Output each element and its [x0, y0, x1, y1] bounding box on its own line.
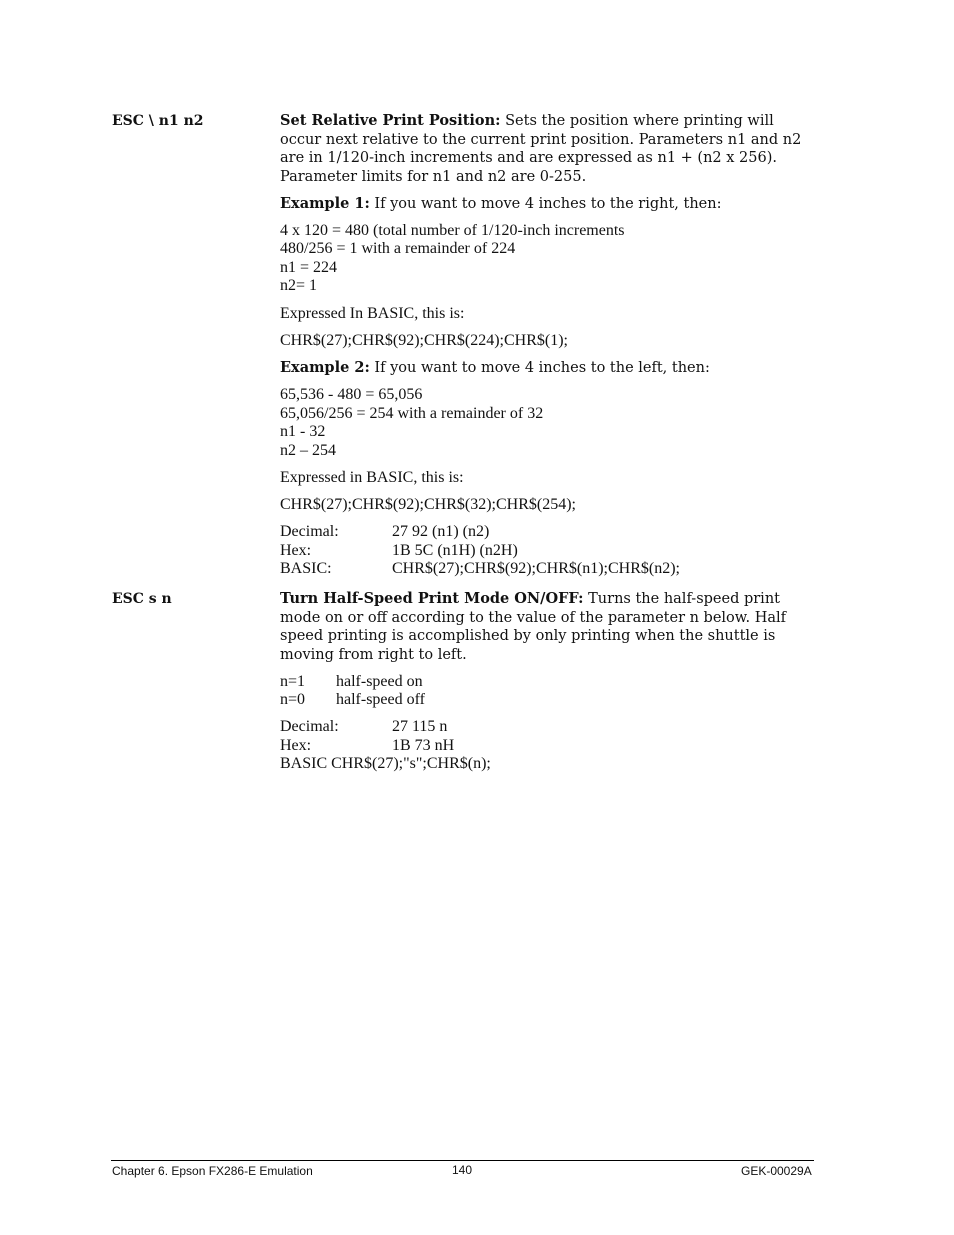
footer-page-number: 140	[452, 1163, 473, 1177]
calc-line: n1 - 32	[280, 423, 326, 441]
calc-line: 480/256 = 1 with a remainder of 224	[280, 240, 516, 258]
code-row	[280, 523, 680, 542]
entry-esc-backslash-description	[280, 112, 808, 579]
code-value: 27 92 (n1) (n2)	[392, 523, 490, 541]
example-2-expr-label: Expressed in BASIC, this is:	[280, 468, 464, 486]
example-1-text: If you want to move 4 inches to the right, then:	[374, 195, 722, 212]
code-row	[280, 542, 680, 561]
example-2-text: If you want to move 4 inches to the left, then:	[374, 359, 710, 376]
entry-title: Set Relative Print Position:	[280, 112, 501, 129]
code-table	[280, 718, 454, 755]
code-label: Hex:	[280, 541, 312, 559]
parameter-row	[280, 691, 425, 710]
code-label: Decimal:	[280, 718, 339, 736]
command-esc-backslash: ESC \ n1 n2	[112, 113, 204, 129]
calc-line: n2= 1	[280, 277, 318, 295]
calc-line: n2 – 254	[280, 441, 336, 459]
parameter-table	[280, 673, 425, 710]
footer-doc-id: GEK-00029A	[741, 1164, 812, 1178]
code-value: 1B 5C (n1H) (n2H)	[392, 541, 518, 559]
entry-title: Turn Half-Speed Print Mode ON/OFF:	[280, 590, 584, 607]
code-label: BASIC:	[280, 560, 332, 578]
parameter-key: n=0	[280, 691, 306, 709]
example-1-code: CHR$(27);CHR$(92);CHR$(224);CHR$(1);	[280, 331, 568, 349]
calc-line: 65,056/256 = 254 with a remainder of 32	[280, 404, 544, 422]
code-label: Hex:	[280, 736, 312, 754]
example-1-expr-label: Expressed In BASIC, this is:	[280, 304, 465, 322]
entry-esc-s-description	[280, 590, 808, 774]
intro-text: Turns the half-speed print mode on or off according to the value of the parameter n below. Half speed printing is accomplished by only printing when the shuttle is moving from right to left.	[280, 591, 786, 663]
parameter-value: half-speed on	[336, 672, 423, 690]
footer-divider	[111, 1160, 814, 1161]
footer-chapter: Chapter 6. Epson FX286-E Emulation	[112, 1164, 313, 1178]
code-row	[280, 718, 454, 737]
example-1-paragraph	[280, 195, 808, 214]
calc-line: 65,536 - 480 = 65,056	[280, 386, 423, 404]
example-2-paragraph	[280, 359, 808, 378]
code-value: 1B 73 nH	[392, 736, 455, 754]
calc-line: n1 = 224	[280, 258, 338, 276]
code-value: CHR$(27);CHR$(92);CHR$(n1);CHR$(n2);	[392, 560, 680, 578]
intro-paragraph	[280, 590, 808, 664]
code-value: 27 115 n	[392, 718, 448, 736]
intro-text: Sets the position where printing will occur next relative to the current print position. Parameters n1 and n2 are in 1/120-inch increments and are expressed as n1 + (n2 x 256). Parameter limits for n1 and n2 are 0-255.	[280, 113, 802, 185]
example-2-code: CHR$(27);CHR$(92);CHR$(32);CHR$(254);	[280, 496, 576, 513]
example-1-label: Example 1:	[280, 194, 370, 212]
parameter-value: half-speed off	[336, 691, 425, 709]
calc-line: 4 x 120 = 480 (total number of 1/120-inch increments	[280, 221, 625, 239]
code-label: Decimal:	[280, 523, 339, 541]
parameter-row	[280, 673, 425, 692]
parameter-key: n=1	[280, 672, 306, 690]
intro-paragraph	[280, 112, 808, 186]
example-1-calculation	[280, 222, 808, 296]
basic-line: BASIC CHR$(27);"s";CHR$(n);	[280, 755, 491, 773]
code-row	[280, 560, 680, 579]
code-row	[280, 737, 454, 756]
code-table	[280, 523, 680, 579]
example-2-label: Example 2:	[280, 358, 370, 376]
example-2-calculation	[280, 386, 808, 460]
command-esc-s: ESC s n	[112, 591, 172, 607]
